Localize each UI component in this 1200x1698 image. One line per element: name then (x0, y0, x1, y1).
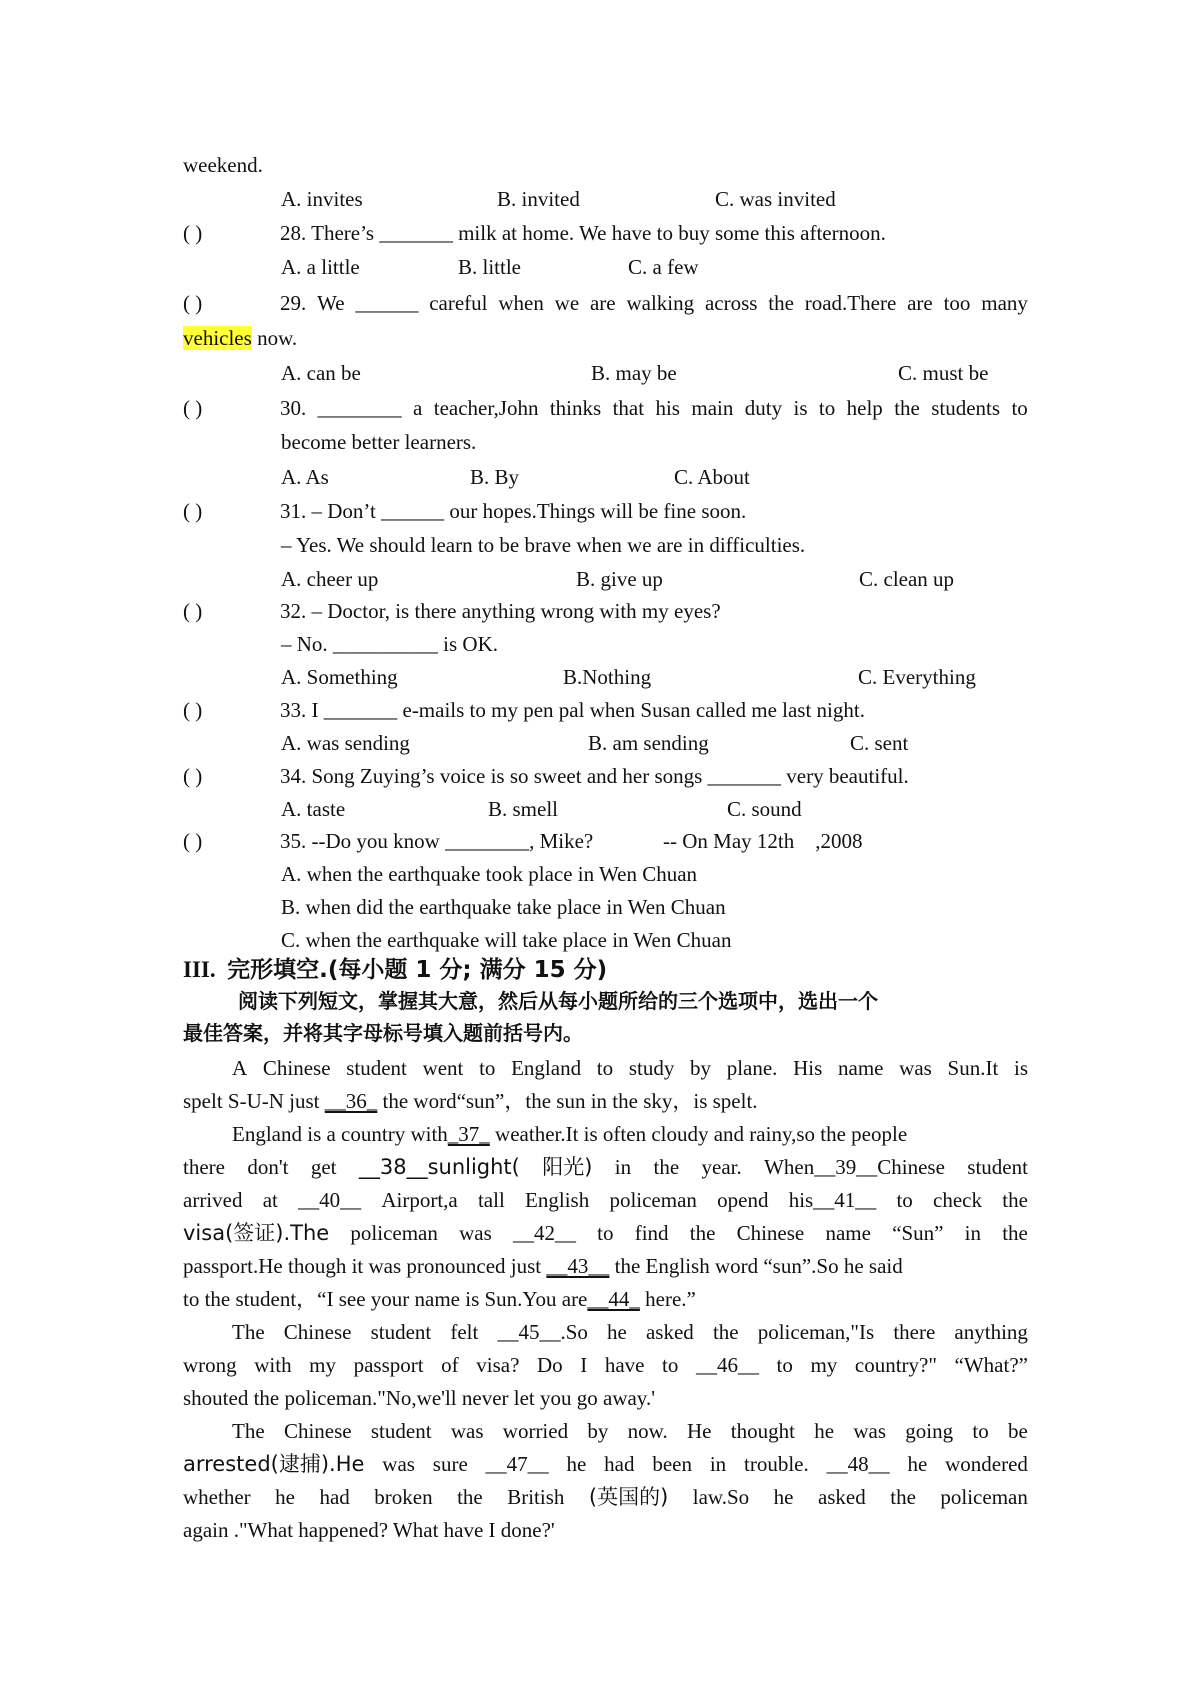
passage-line: spelt S-U-N just __36_ the word“sun”，the sun in the sky，is spelt. (183, 1089, 758, 1113)
q27-option-c: C. was invited (715, 187, 836, 211)
q27-option-b: B. invited (497, 187, 580, 211)
instructions-line1: 阅读下列短文，掌握其大意，然后从每小题所给的三个选项中，选出一个 (238, 989, 878, 1013)
q29-option-a: A. can be (281, 361, 361, 385)
answer-bracket: ( ) (183, 499, 203, 523)
q34-option-a: A. taste (281, 797, 346, 821)
q32-stem-line2: – No. __________ is OK. (281, 632, 499, 656)
q31-option-b: B. give up (576, 567, 663, 591)
passage-line: arrested(逮捕).He was sure __47__ he had been in trouble. __48__ he wondered (183, 1452, 1028, 1476)
q28-option-b: B. little (458, 255, 521, 279)
q29-option-b: B. may be (591, 361, 677, 385)
q28-option-a: A. a little (281, 255, 360, 279)
q31-option-c: C. clean up (859, 567, 955, 591)
q29-stem-line1: 29. We ______ careful when we are walking across the road.There are too many (280, 291, 1028, 315)
q32-option-c: C. Everything (858, 665, 976, 689)
answer-bracket: ( ) (183, 599, 203, 623)
q33-option-a: A. was sending (281, 731, 410, 755)
q30-option-c: C. About (674, 465, 750, 489)
passage-line: again ."What happened? What have I done?' (183, 1518, 555, 1542)
q28-option-c: C. a few (628, 255, 699, 279)
q34-stem: 34. Song Zuying’s voice is so sweet and her songs _______ very beautiful. (280, 764, 909, 788)
q35-option-b: B. when did the earthquake take place in Wen Chuan (281, 895, 726, 919)
answer-bracket: ( ) (183, 291, 203, 315)
passage-line: to the student，“I see your name is Sun.You are__44_ here.” (183, 1287, 696, 1311)
q33-option-b: B. am sending (588, 731, 709, 755)
q29-stem-line2: vehicles now. (183, 326, 298, 350)
q28-stem: 28. There’s _______ milk at home. We have to buy some this afternoon. (280, 221, 886, 245)
highlighted-word: vehicles (183, 326, 252, 350)
passage-line: whether he had broken the British (英国的) law.So he asked the policeman (183, 1485, 1028, 1509)
passage-line: passport.He though it was pronounced just __43__ the English word “sun”.So he said (183, 1254, 903, 1278)
q34-option-c: C. sound (727, 797, 802, 821)
q32-option-b: B.Nothing (563, 665, 652, 689)
q35-option-c: C. when the earthquake will take place in Wen Chuan (281, 928, 732, 952)
q30-option-a: A. As (281, 465, 329, 489)
instructions-line2: 最佳答案，并将其字母标号填入题前括号内。 (183, 1021, 583, 1045)
q30-stem-line2: become better learners. (281, 430, 477, 454)
q33-option-c: C. sent (850, 731, 909, 755)
q31-stem-line2: – Yes. We should learn to be brave when we are in difficulties. (281, 533, 806, 557)
q27-stem-tail: weekend. (183, 153, 263, 177)
passage-line: visa(签证).The policeman was __42__ to find the Chinese name “Sun” in the (183, 1221, 1028, 1245)
passage-line: arrived at __40__ Airport,a tall English policeman opend his__41__ to check the (183, 1188, 1028, 1212)
passage-line: shouted the policeman."No,we'll never let you go away.' (183, 1386, 655, 1410)
answer-bracket: ( ) (183, 698, 203, 722)
passage-line: The Chinese student was worried by now. He thought he was going to be (232, 1419, 1028, 1443)
q31-stem: 31. – Don’t ______ our hopes.Things will be fine soon. (280, 499, 747, 523)
q32-stem: 32. – Doctor, is there anything wrong with my eyes? (280, 599, 721, 623)
blank-37: _37_ (447, 1122, 490, 1146)
passage-line: there don't get __38__sunlight( 阳光) in the year. When__39__Chinese student (183, 1155, 1028, 1179)
blank-36: __36_ (324, 1089, 378, 1113)
passage-line: England is a country with_37_ weather.It is often cloudy and rainy,so the people (232, 1122, 908, 1146)
blank-43: __43__ (546, 1254, 610, 1278)
q33-stem: 33. I _______ e-mails to my pen pal when Susan called me last night. (280, 698, 865, 722)
q35-option-a: A. when the earthquake took place in Wen Chuan (281, 862, 698, 886)
answer-bracket: ( ) (183, 764, 203, 788)
q35-stem: 35. --Do you know ________, Mike? (280, 829, 594, 853)
q34-option-b: B. smell (488, 797, 559, 821)
q30-stem-line1: 30. ________ a teacher,John thinks that his main duty is to help the students to (280, 396, 1028, 420)
q29-option-c: C. must be (898, 361, 989, 385)
answer-bracket: ( ) (183, 396, 203, 420)
passage-line: A Chinese student went to England to study by plane. His name was Sun.It is (232, 1056, 1028, 1080)
section-heading: III. 完形填空.(每小题 1 分; 满分 15 分) (183, 957, 608, 983)
q35-answer: -- On May 12th ,2008 (663, 829, 863, 853)
blank-44: __44_ (587, 1287, 640, 1311)
passage-line: wrong with my passport of visa? Do I have to __46__ to my country?" “What?” (183, 1353, 1028, 1377)
q31-option-a: A. cheer up (281, 567, 379, 591)
q32-option-a: A. Something (281, 665, 398, 689)
answer-bracket: ( ) (183, 829, 203, 853)
passage-line: The Chinese student felt __45__.So he asked the policeman,"Is there anything (232, 1320, 1028, 1344)
q27-option-a: A. invites (281, 187, 363, 211)
answer-bracket: ( ) (183, 221, 203, 245)
q30-option-b: B. By (470, 465, 520, 489)
